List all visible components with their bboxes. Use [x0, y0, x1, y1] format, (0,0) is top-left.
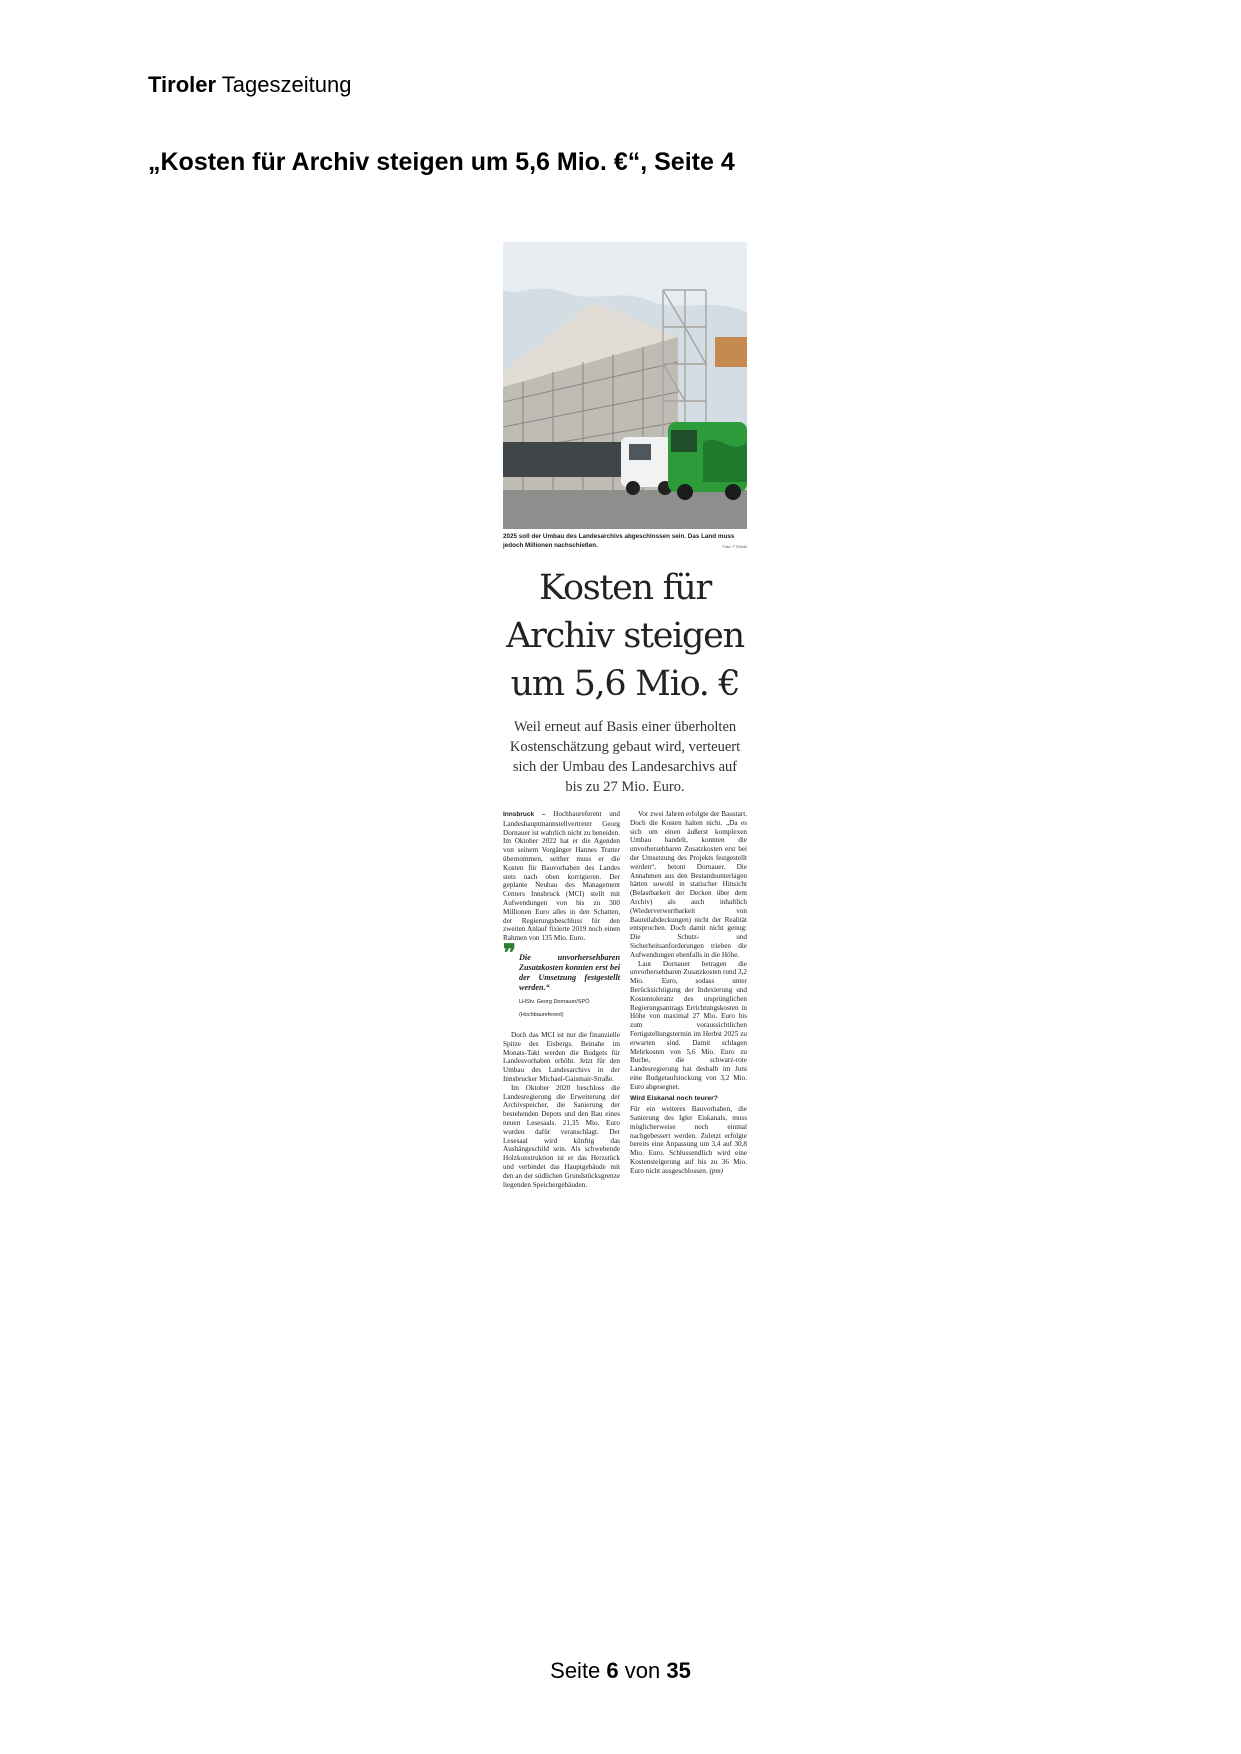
- photo-caption: 2025 soll der Umbau des Landesarchivs abgeschlossen sein. Das Land muss jedoch Millionen nachschießen.: [503, 533, 735, 549]
- quote-text: Die unvorhersehbaren Zusatzkosten konnten erst bei der Umsetzung festgestellt werden.“: [519, 952, 620, 992]
- article-subline: Weil erneut auf Basis einer überholten Kostenschätzung gebaut wird, verteuert sich der Umbau des Landesarchivs auf bis zu 27 Mio. Euro.: [509, 719, 741, 795]
- dateline: Innsbruck –: [503, 811, 546, 818]
- page-counter: [0, 1658, 1241, 1684]
- article-paragraph: [503, 810, 620, 943]
- page-counter-prefix: Seite: [550, 1658, 607, 1683]
- article-paragraph: [630, 1105, 747, 1175]
- article-headline: Kosten für Archiv steigen um 5,6 Mio. €: [506, 568, 744, 704]
- newspaper-clipping: [503, 242, 747, 1342]
- paragraph-text: Für ein weiteres Bauvorhaben, die Sanierung des Igler Eiskanals, muss möglicherweise noch einmal nachgebessert werden. Zuletzt erfolgte bereits eine Anpassung um 3,4 auf 30,8 Mio. Euro. Schlussendlich wird eine Kostensteigerung auf bis zu 36 Mio. Euro nicht ausgeschlossen.: [630, 1105, 747, 1175]
- page-counter-middle: von: [618, 1658, 667, 1683]
- article-paragraph: Doch das MCI ist nur die finanzielle Spitze des Eisbergs. Beinahe im Monats-Takt werden die Budgets für Landesvorhaben erhöht. Jetzt für den Umbau des Landesarchivs in der Innsbrucker Michael-Gaismair-Straße.: [503, 1030, 620, 1083]
- article-subheading: Wird Eiskanal noch teurer?: [630, 1094, 718, 1102]
- total-page-count: 35: [666, 1658, 691, 1683]
- pull-quote: [503, 937, 620, 1019]
- photo-credit: Foto: TT/Gebl: [722, 544, 747, 549]
- source-name-bold: Tiroler: [148, 72, 217, 97]
- source-name: [148, 72, 351, 98]
- author-initials: (pm): [709, 1166, 724, 1175]
- quote-mark-icon: ❞: [503, 937, 516, 967]
- article-paragraph: Vor zwei Jahren erfolgte der Baustart. Doch die Kosten halten nicht. „Da es sich um einen äußerst komplexen Umbau handelt, konnten die unvorhersehbaren Zusatzkosten erst bei der Umsetzung des Projekts festgestellt werden“, betont Dornauer. Die Annahmen aus den Bestandsunterlagen hätten sowohl in statischer Hinsicht (Belastbarkeit der Decken über dem Archiv) als auch inhaltlich (Wiederverwertbarkeit von Bauteilabdeckungen) nicht der Realität entsprochen. Doch damit nicht genug: Die Schutz- und Sicherheitsanforderungen trieben die Aufwendungen ebenfalls in die Höhe.: [630, 810, 747, 959]
- construction-site-photo: [503, 242, 747, 529]
- current-page-number: 6: [606, 1658, 619, 1683]
- article-column-left: [503, 810, 620, 1189]
- document-title: „Kosten für Archiv steigen um 5,6 Mio. €“, Seite 4: [148, 148, 735, 176]
- paragraph-text: Hochbaureferent und Landeshauptmannstellvertreter Georg Dornauer ist wahrlich nicht zu beneiden. Im Oktober 2022 hat er die Agenden von seinem Vorgänger Hannes Tratter übernommen, seither muss er die Kosten für Bauvorhaben des Landes stets nach oben korrigieren. Der geplante Neubau des Management Centers Innsbruck (MCI) stellt mit Aufwendungen von bis zu 300 Millionen Euro alles in den Schatten, der Regierungsbeschluss für den zweiten Anlauf fixierte 2019 noch einen Rahmen von 135 Mio. Euro.: [503, 810, 620, 943]
- source-name-rest: Tageszeitung: [216, 72, 352, 97]
- article-column-right: [630, 810, 747, 1176]
- article-paragraph: Laut Dornauer betragen die unvorhersehbaren Zusatzkosten rund 3,2 Mio. Euro, sodass unter Berücksichtigung der Indexierung und Kostentoleranz des ursprünglichen Regierungsantrags Errichtungskosten in Höhe von maximal 27 Mio. Euro bis zum voraussichtlichen Fertigstellungstermin im Herbst 2025 zu erwarten sind. Damit schlagen Mehrkosten von 5,6 Mio. Euro zu Buche, die schwarz-rote Landesregierung hat deshalb im Juni eine Budgetaufstockung von 3,2 Mio. Euro abgesegnet.: [630, 959, 747, 1091]
- article-paragraph: Im Oktober 2020 beschloss die Landesregierung die Erweiterung der Archivspeicher, die Sanierung der bestehenden Depots und den Bau eines neuen Lesesaals. 21,35 Mio. Euro wurden dafür veranschlagt. Der Lesesaal wird künftig das Aushängeschild sein. Als schwebende Holzkonstruktion ist er das Herzstück und verbindet das Hauptgebäude mit den an der südlichen Grundstücksgrenze liegenden Speichergebäuden.: [503, 1083, 620, 1189]
- quote-author: LHStv. Georg Dornauer/SPÖ: [519, 998, 590, 1005]
- quote-author-role: (Hochbaureferent): [519, 1011, 564, 1018]
